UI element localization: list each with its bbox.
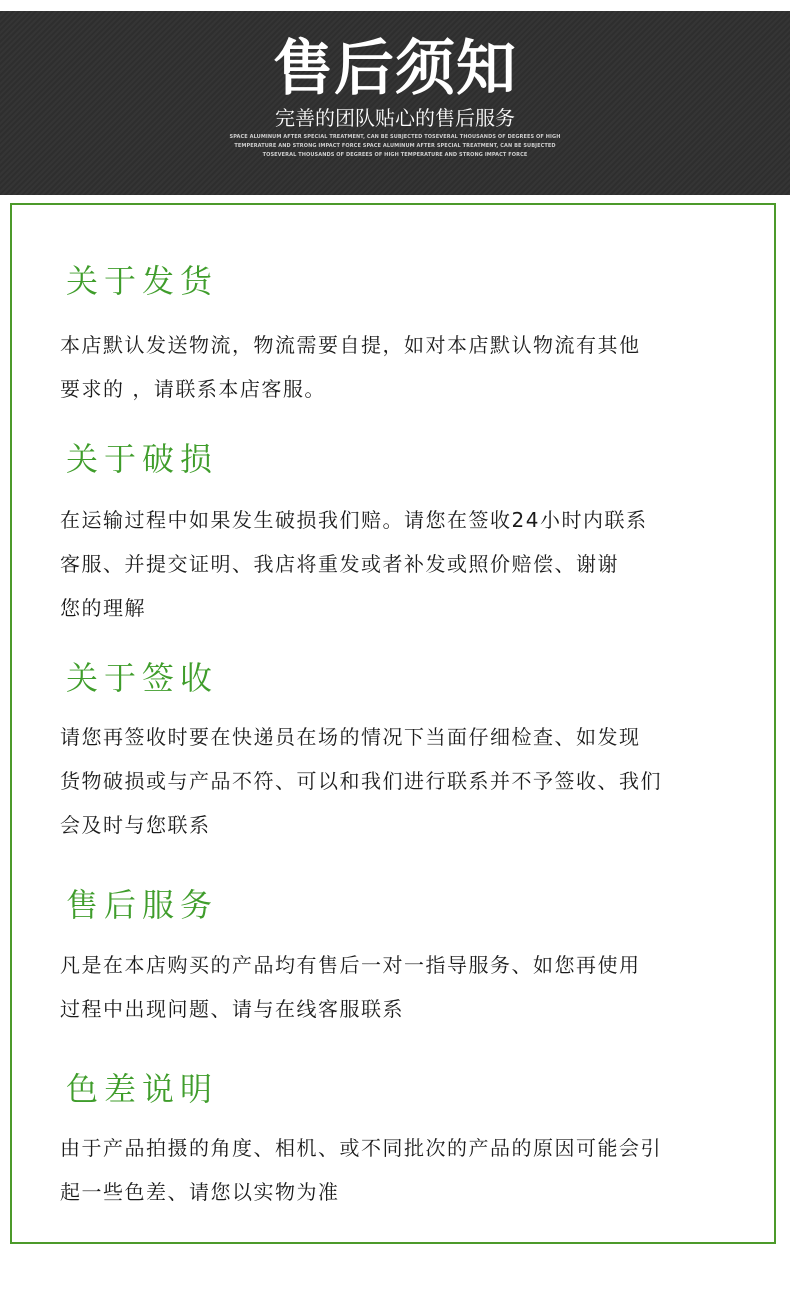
notice-panel	[10, 203, 776, 1244]
body-line: 要求的 ，请联系本店客服。	[60, 377, 326, 401]
body-line: 请您再签收时要在快递员在场的情况下当面仔细检查、如发现	[60, 725, 641, 749]
fine-print-line: TEMPERATURE AND STRONG IMPACT FORCE SPACE ALUMINUM AFTER SPECIAL TREATMENT, CAN BE SUBJECTED	[234, 143, 556, 149]
fine-print-line: TOSEVERAL THOUSANDS OF DEGREES OF HIGH TEMPERATURE AND STRONG IMPACT FORCE	[262, 152, 528, 158]
body-line: 由于产品拍摄的角度、相机、或不同批次的产品的原因可能会引	[60, 1136, 662, 1160]
banner-fine-print	[225, 133, 565, 160]
section-body-after-sales	[60, 943, 760, 1031]
fine-print-line: SPACE ALUMINUM AFTER SPECIAL TREATMENT, CAN BE SUBJECTED TOSEVERAL THOUSANDS OF DEGREES OF HIGH	[229, 134, 561, 140]
section-body-color-difference	[60, 1126, 760, 1214]
section-title-shipping: 关于发货	[66, 262, 219, 300]
body-line: 在运输过程中如果发生破损我们赔。请您在签收24小时内联系	[60, 508, 648, 532]
body-line: 起一些色差、请您以实物为准	[60, 1180, 340, 1204]
section-title-receipt: 关于签收	[66, 659, 219, 697]
header-banner	[0, 11, 790, 195]
section-body-shipping	[60, 323, 760, 411]
body-line: 客服、并提交证明、我店将重发或者补发或照价赔偿、谢谢	[60, 552, 619, 576]
body-line: 会及时与您联系	[60, 813, 211, 837]
section-title-color-difference: 色差说明	[66, 1070, 219, 1108]
section-title-after-sales: 售后服务	[66, 886, 219, 924]
body-line: 凡是在本店购买的产品均有售后一对一指导服务、如您再使用	[60, 953, 641, 977]
section-title-damage: 关于破损	[66, 440, 219, 478]
body-line: 过程中出现问题、请与在线客服联系	[60, 997, 404, 1021]
body-line: 您的理解	[60, 596, 146, 620]
section-body-damage	[60, 498, 760, 630]
page-subtitle: 完善的团队贴心的售后服务	[275, 106, 515, 130]
body-line: 货物破损或与产品不符、可以和我们进行联系并不予签收、我们	[60, 769, 662, 793]
section-body-receipt	[60, 715, 760, 847]
body-line: 本店默认发送物流，物流需要自提，如对本店默认物流有其他	[60, 333, 641, 357]
page-title: 售后须知	[273, 34, 517, 104]
